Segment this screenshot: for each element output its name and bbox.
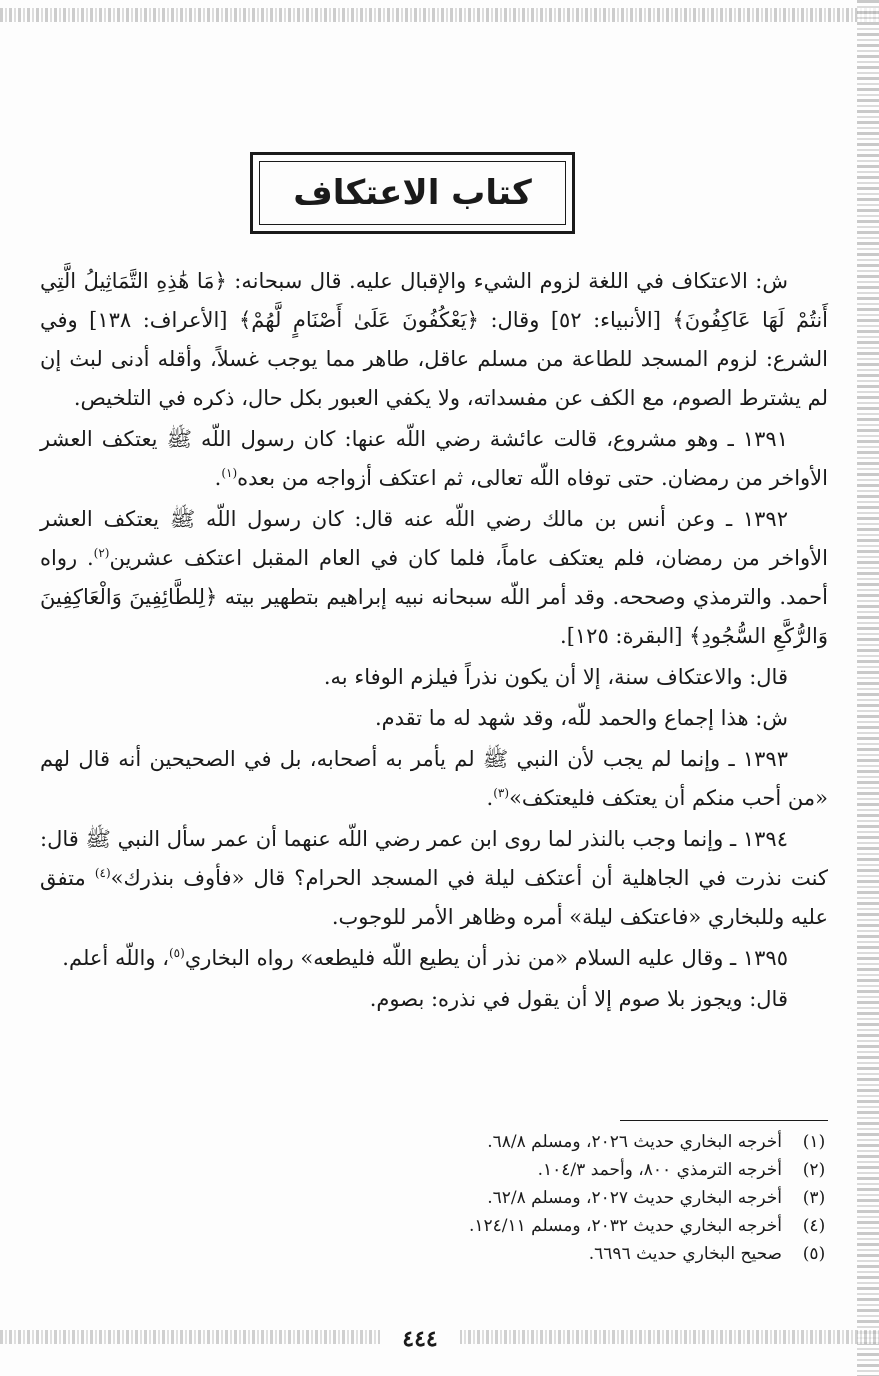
paragraph-text-end: .	[214, 466, 222, 490]
page-number: ٤٤٤	[380, 1326, 460, 1352]
main-text	[40, 262, 828, 1021]
footnote-number: (٤)	[802, 1216, 826, 1236]
paragraph	[40, 740, 828, 818]
footnote-number: (٢)	[802, 1160, 826, 1180]
paragraph	[40, 262, 828, 418]
footnote-marker: (١)	[221, 466, 238, 480]
chapter-title-frame	[250, 152, 575, 234]
footnote-item	[108, 1184, 828, 1212]
chapter-title: كتاب الاعتكاف	[293, 173, 532, 213]
paragraph-text: ١٣٩٣ ـ وإنما لم يجب لأن النبي ﷺ لم يأمر به أصحابه، بل في الصحيحين أنه قال لهم «من أحب منكم أن يعتكف فليعتكف»	[40, 747, 828, 810]
footnote-text: صحيح البخاري حديث ٦٦٩٦.	[588, 1244, 782, 1264]
paragraph-text: ١٣٩١ ـ وهو مشروع، قالت عائشة رضي اللّه عنها: كان رسول اللّه ﷺ يعتكف العشر الأواخر من رمضان. حتى توفاه اللّه تعالى، ثم اعتكف أزواجه من بعده	[40, 427, 828, 490]
ornamental-border-right	[857, 0, 879, 1376]
paragraph-text-end: ، واللّه أعلم.	[62, 946, 169, 970]
footnote-number: (٥)	[802, 1244, 826, 1264]
paragraph-text: ١٣٩٢ ـ وعن أنس بن مالك رضي اللّه عنه قال: كان رسول اللّه ﷺ يعتكف العشر الأواخر من رمضان، فلم يعتكف عاماً، فلما كان في العام المقبل اعتكف عشرين	[40, 507, 828, 570]
paragraph	[40, 658, 828, 697]
footnote-marker: (٤)	[94, 866, 111, 880]
footnote-item	[108, 1240, 828, 1268]
ornamental-border-top	[0, 8, 879, 22]
footnote-text: أخرجه الترمذي ٨٠٠، وأحمد ١٠٤/٣.	[537, 1160, 782, 1180]
paragraph-text-end: .	[486, 786, 494, 810]
footnote-number: (١)	[802, 1132, 826, 1152]
paragraph-text: قال: ويجوز بلا صوم إلا أن يقول في نذره: بصوم.	[369, 987, 788, 1011]
footnote-marker: (٢)	[93, 546, 110, 560]
paragraph-text: ش: الاعتكاف في اللغة لزوم الشيء والإقبال عليه. قال سبحانه: ﴿مَا هَٰذِهِ التَّمَاثِيلُ الَّتِي أَنتُمْ لَهَا عَاكِفُونَ﴾ [الأنبياء: ٥٢] وقال: ﴿يَعْكُفُونَ عَلَىٰ أَصْنَامٍ لَّهُمْ﴾ [الأعراف: ١٣٨] وفي الشرع: لزوم المسجد للطاعة من مسلم عاقل، طاهر مما يوجب غسلاً، وأقله أدنى لبث إن لم يشترط الصوم، مع الكف عن مفسداته، ولا يكفي العبور بكل حال، ذكره في التلخيص.	[40, 269, 828, 410]
footnote-text: أخرجه البخاري حديث ٢٠٣٢، ومسلم ١٢٤/١١.	[468, 1216, 782, 1236]
footnote-item	[108, 1128, 828, 1156]
footnote-marker: (٥)	[168, 946, 185, 960]
paragraph-text: قال: والاعتكاف سنة، إلا أن يكون نذراً فيلزم الوفاء به.	[323, 665, 788, 689]
paragraph	[40, 820, 828, 937]
footnote-marker: (٣)	[493, 786, 510, 800]
footnote-number: (٣)	[802, 1188, 826, 1208]
paragraph-text: ش: هذا إجماع والحمد للّه، وقد شهد له ما تقدم.	[374, 706, 788, 730]
paragraph-text-end: متفق عليه وللبخاري «فاعتكف ليلة» أمره وظاهر الأمر للوجوب.	[40, 866, 828, 929]
paragraph	[40, 500, 828, 656]
paragraph	[40, 699, 828, 738]
footnote-text: أخرجه البخاري حديث ٢٠٢٦، ومسلم ٦٨/٨.	[487, 1132, 782, 1152]
footnote-item	[108, 1156, 828, 1184]
paragraph	[40, 980, 828, 1019]
paragraph	[40, 939, 828, 978]
footnotes	[108, 1128, 828, 1268]
paragraph	[40, 420, 828, 498]
paragraph-text: ١٣٩٤ ـ وإنما وجب بالنذر لما روى ابن عمر رضي اللّه عنهما أن عمر سأل النبي ﷺ قال: كنت نذرت في الجاهلية أن أعتكف ليلة في المسجد الحرام؟ قال «فأوف بنذرك»	[40, 827, 828, 890]
chapter-title-inner-frame	[259, 161, 566, 225]
footnote-item	[108, 1212, 828, 1240]
footnote-divider	[620, 1120, 828, 1121]
paragraph-text-end: . رواه أحمد. والترمذي وصححه. وقد أمر اللّه سبحانه نبيه إبراهيم بتطهير بيته ﴿لِلطَّائِفِينَ وَالْعَاكِفِينَ وَالرُّكَّعِ السُّجُودِ﴾ [البقرة: ١٢٥].	[40, 546, 828, 648]
footnote-text: أخرجه البخاري حديث ٢٠٢٧، ومسلم ٦٢/٨.	[487, 1188, 782, 1208]
paragraph-text: ١٣٩٥ ـ وقال عليه السلام «من نذر أن يطيع اللّه فليطعه» رواه البخاري	[184, 946, 788, 970]
